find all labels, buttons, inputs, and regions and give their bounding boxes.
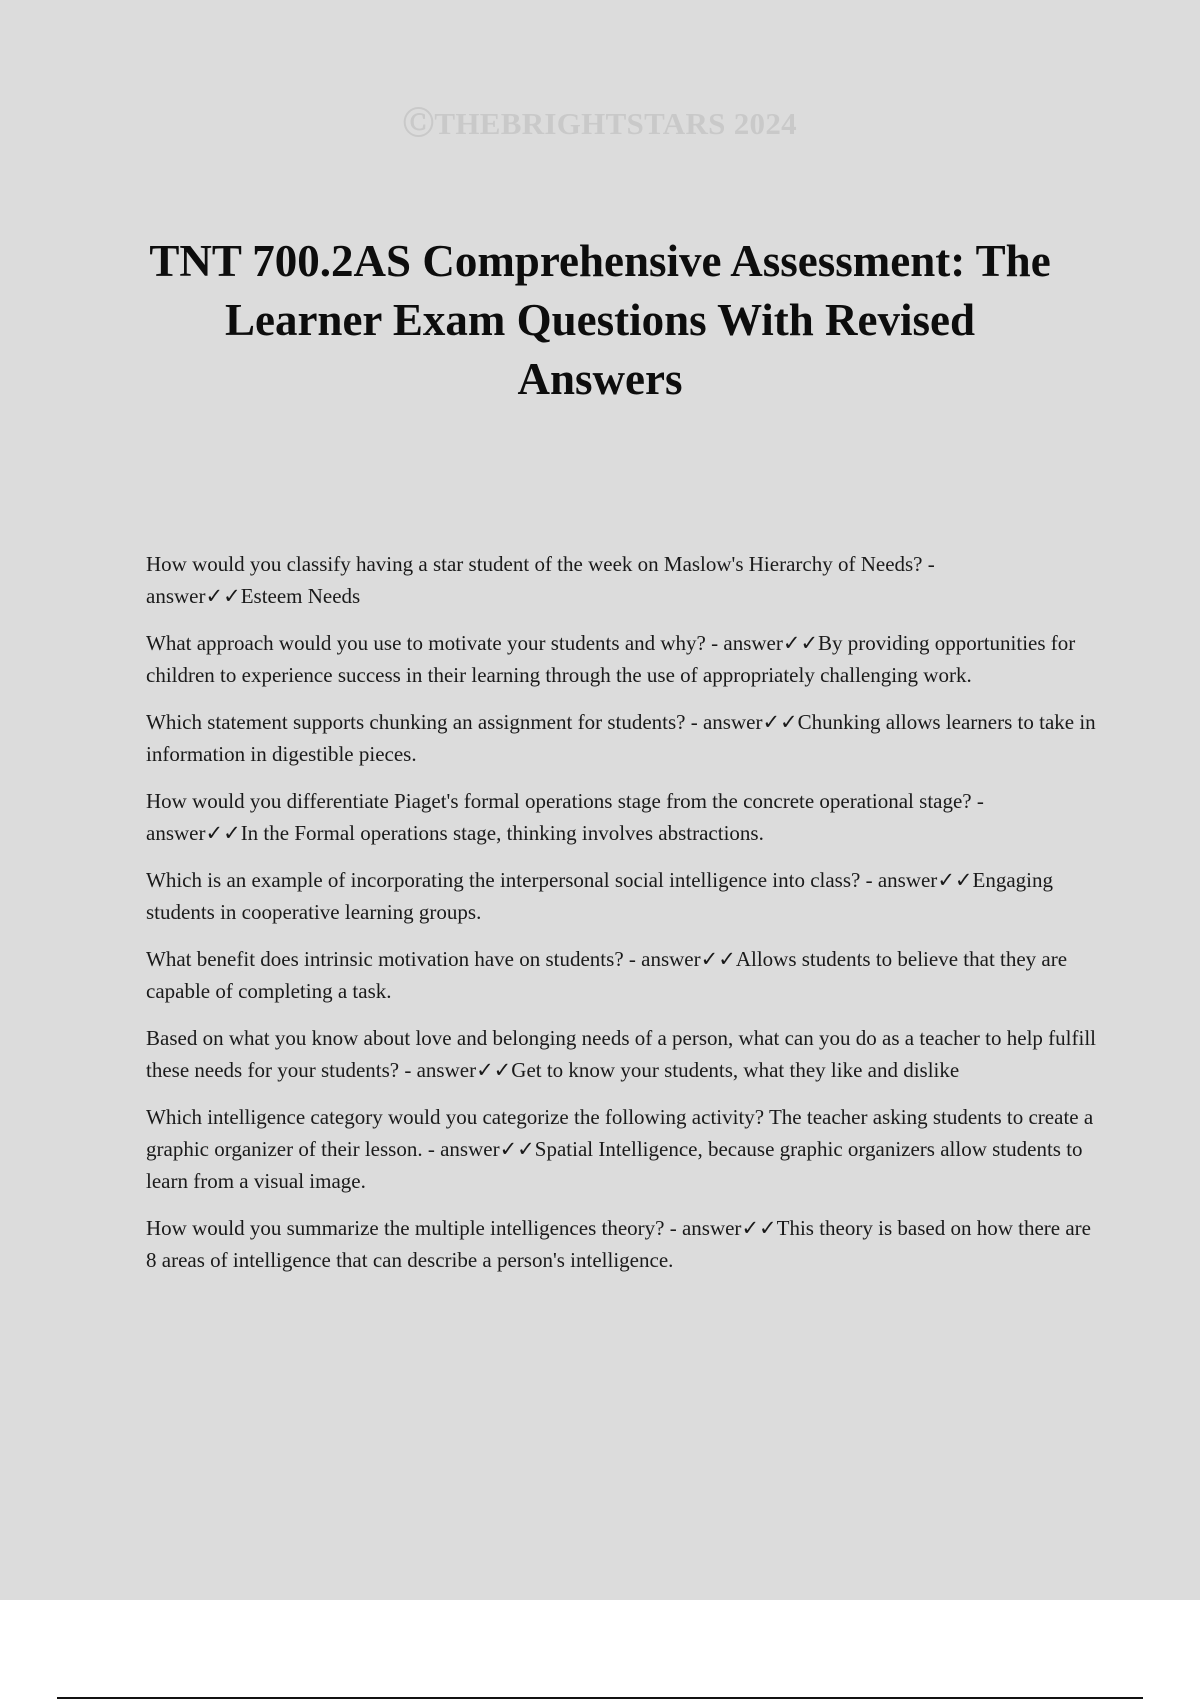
qa-item bbox=[146, 706, 1096, 770]
double-check-icon: ✓✓ bbox=[499, 1137, 535, 1161]
double-check-icon: ✓✓ bbox=[762, 710, 798, 734]
question-text: How would you summarize the multiple intelligences theory? - answer bbox=[146, 1216, 742, 1240]
answer-text: Engaging students in cooperative learning groups. bbox=[146, 868, 1053, 924]
question-text: How would you classify having a star student of the week on Maslow's Hierarchy of Needs? - answer bbox=[146, 552, 935, 608]
double-check-icon: ✓✓ bbox=[205, 821, 241, 845]
answer-text: Esteem Needs bbox=[240, 584, 361, 608]
question-text: Which statement supports chunking an assignment for students? - answer bbox=[146, 710, 763, 734]
qa-item bbox=[146, 1212, 1096, 1276]
question-text: Which is an example of incorporating the interpersonal social intelligence into class? - answer bbox=[146, 868, 938, 892]
qa-item bbox=[146, 864, 1096, 928]
question-text: What approach would you use to motivate your students and why? - answer bbox=[146, 631, 783, 655]
qa-item bbox=[146, 943, 1096, 1007]
double-check-icon: ✓✓ bbox=[476, 1058, 512, 1082]
question-text: What benefit does intrinsic motivation have on students? - answer bbox=[146, 947, 701, 971]
answer-text: This theory is based on how there are 8 areas of intelligence that can describe a person's intelligence. bbox=[146, 1216, 1091, 1272]
double-check-icon: ✓✓ bbox=[700, 947, 736, 971]
question-text: Which intelligence category would you categorize the following activity? The teacher asking students to create a graphic organizer of their lesson. - answer bbox=[146, 1105, 1094, 1161]
qa-item bbox=[146, 1101, 1096, 1197]
qa-list bbox=[146, 548, 1096, 1291]
document-title: TNT 700.2AS Comprehensive Assessment: The Learner Exam Questions With Revised Answers bbox=[149, 236, 1051, 404]
answer-text: Chunking allows learners to take in information in digestible pieces. bbox=[146, 710, 1096, 766]
question-text: Based on what you know about love and belonging needs of a person, what can you do as a teacher to help fulfill these needs for your students? - answer bbox=[146, 1026, 1096, 1082]
copyright-watermark: ⒸTHEBRIGHTSTARS 2024 bbox=[403, 106, 797, 141]
double-check-icon: ✓✓ bbox=[205, 584, 241, 608]
qa-item bbox=[146, 785, 1096, 849]
answer-text: In the Formal operations stage, thinking involves abstractions. bbox=[240, 821, 764, 845]
double-check-icon: ✓✓ bbox=[937, 868, 973, 892]
answer-text: Spatial Intelligence, because graphic organizers allow students to learn from a visual image. bbox=[146, 1137, 1083, 1193]
footer-divider bbox=[57, 1697, 1143, 1699]
double-check-icon: ✓✓ bbox=[782, 631, 819, 655]
answer-text: By providing opportunities for children to experience success in their learning through the use of appropriately challenging work. bbox=[146, 631, 1076, 687]
answer-text: Get to know your students, what they like and dislike bbox=[511, 1058, 960, 1082]
answer-text: Allows students to believe that they are capable of completing a task. bbox=[146, 947, 1068, 1003]
qa-item bbox=[146, 1022, 1096, 1086]
qa-item bbox=[146, 548, 1096, 612]
question-text: How would you differentiate Piaget's formal operations stage from the concrete operational stage? - answer bbox=[146, 789, 984, 845]
qa-item bbox=[146, 627, 1096, 691]
double-check-icon: ✓✓ bbox=[741, 1216, 777, 1240]
